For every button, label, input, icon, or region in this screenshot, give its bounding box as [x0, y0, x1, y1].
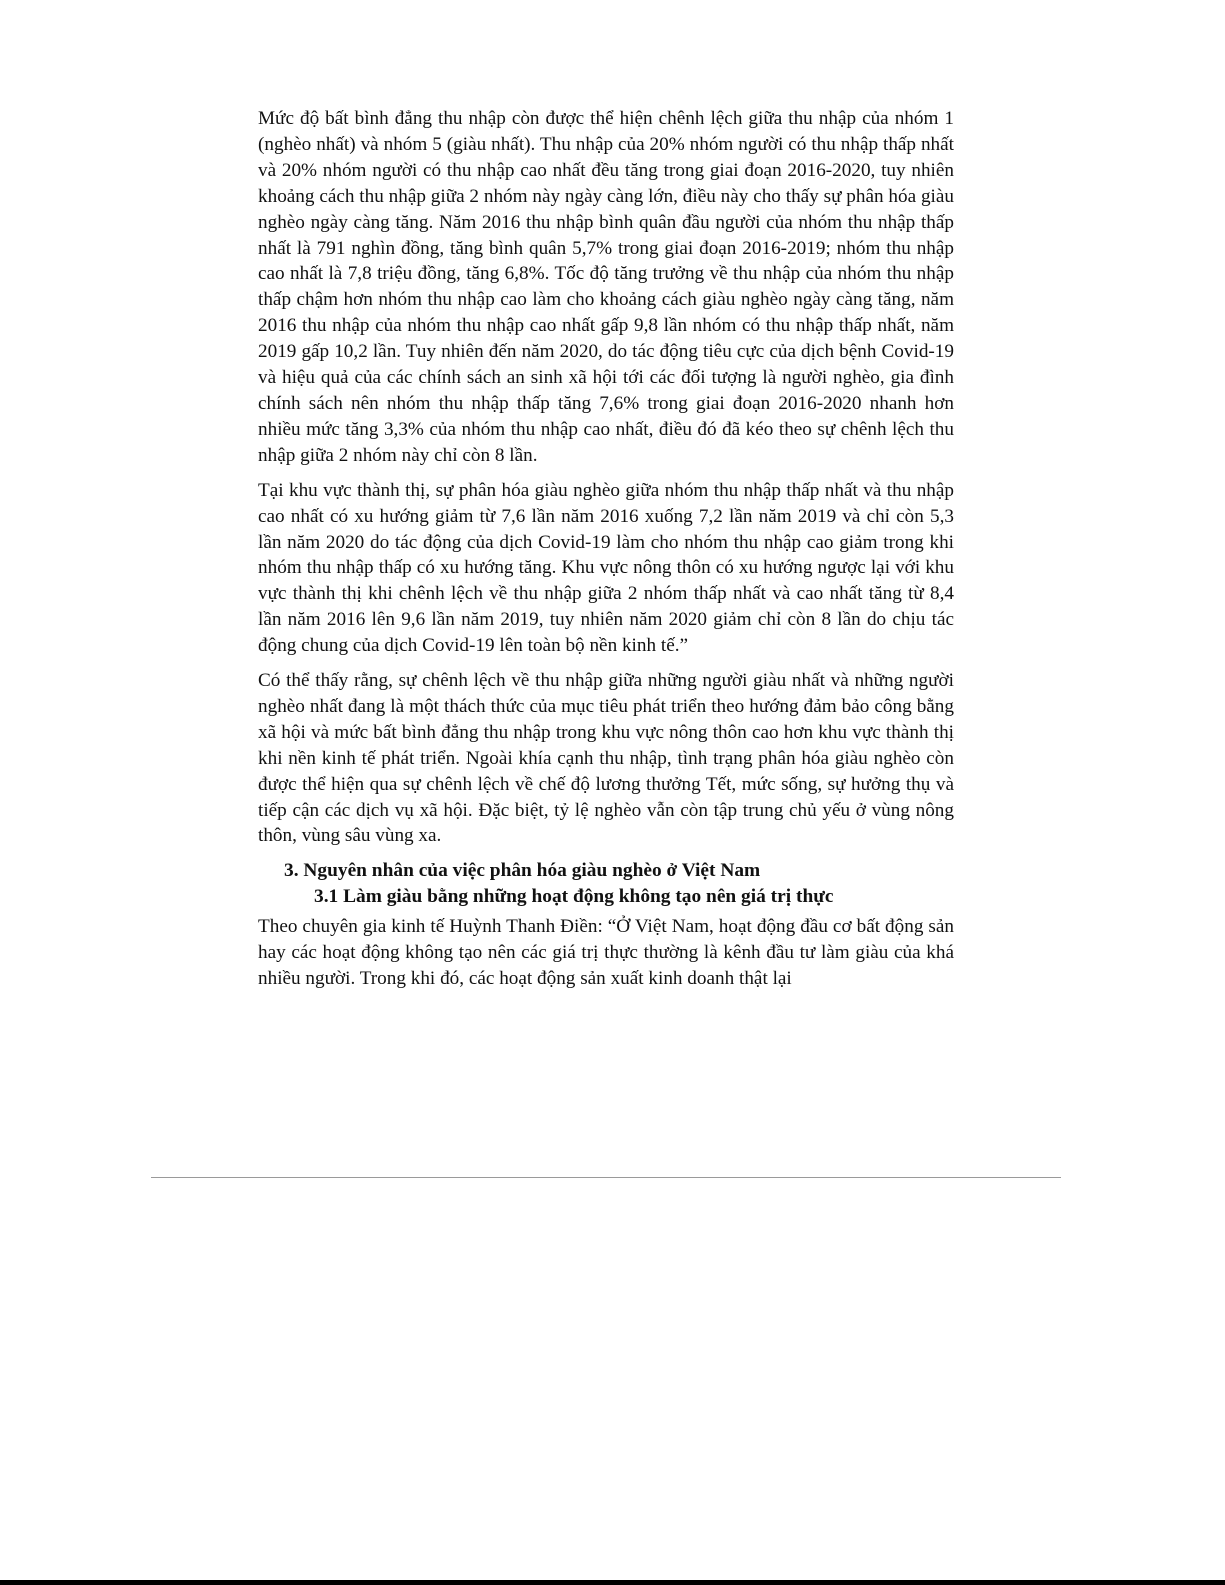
paragraph-challenge: Có thể thấy rằng, sự chênh lệch về thu nhập giữa những người giàu nhất và những người nghèo nhất đang là một thách thức của mục tiêu phát triển theo hướng đảm bảo công bằng xã hội và mức bất bình đẳng thu nhập trong khu vực nông thôn cao hơn khu vực thành thị khi nền kinh tế phát triển. Ngoài khía cạnh thu nhập, tình trạng phân hóa giàu nghèo còn được thể hiện qua sự chênh lệch về chế độ lương thưởng Tết, mức sống, sự hưởng thụ và tiếp cận các dịch vụ xã hội. Đặc biệt, tỷ lệ nghèo vẫn còn tập trung chủ yếu ở vùng nông thôn, vùng sâu vùng xa.	[258, 670, 954, 847]
paragraph-expert-quote: Theo chuyên gia kinh tế Huỳnh Thanh Điền: “Ở Việt Nam, hoạt động đầu cơ bất động sản hay các hoạt động không tạo nên các giá trị thực thường là kênh đầu tư làm giàu của khá nhiều người. Trong khi đó, các hoạt động sản xuất kinh doanh thật lại	[258, 916, 954, 990]
page-break-rule	[151, 1177, 1061, 1178]
paragraph-income-gap: Mức độ bất bình đẳng thu nhập còn được thể hiện chênh lệch giữa thu nhập của nhóm 1 (nghèo nhất) và nhóm 5 (giàu nhất). Thu nhập của 20% nhóm người có thu nhập thấp nhất và 20% nhóm người có thu nhập cao nhất đều tăng trong giai đoạn 2016-2020, tuy nhiên khoảng cách thu nhập giữa 2 nhóm này ngày càng lớn, điều này cho thấy sự phân hóa giàu nghèo ngày càng tăng. Năm 2016 thu nhập bình quân đầu người của nhóm thu nhập thấp nhất là 791 nghìn đồng, tăng bình quân 5,7% trong giai đoạn 2016-2019; nhóm thu nhập cao nhất là 7,8 triệu đồng, tăng 6,8%. Tốc độ tăng trưởng về thu nhập của nhóm thu nhập thấp chậm hơn nhóm thu nhập cao làm cho khoảng cách giàu nghèo ngày càng tăng, năm 2016 thu nhập của nhóm thu nhập cao nhất gấp 9,8 lần nhóm có thu nhập thấp nhất, năm 2019 gấp 10,2 lần. Tuy nhiên đến năm 2020, do tác động tiêu cực của dịch bệnh Covid-19 và hiệu quả của các chính sách an sinh xã hội tới các đối tượng là người nghèo, gia đình chính sách nên nhóm thu nhập thấp tăng 7,6% trong giai đoạn 2016-2020 nhanh hơn nhiều mức tăng 3,3% của nhóm thu nhập cao nhất, điều đó đã kéo theo sự chênh lệch thu nhập giữa 2 nhóm này chỉ còn 8 lần.	[258, 108, 954, 466]
document-page-content	[258, 106, 954, 1001]
section-heading: 3. Nguyên nhân của việc phân hóa giàu nghèo ở Việt Nam	[284, 860, 761, 882]
bottom-edge-bar	[0, 1580, 1225, 1585]
subsection-heading: 3.1 Làm giàu bằng những hoạt động không tạo nên giá trị thực	[314, 886, 834, 908]
paragraph-urban-rural: Tại khu vực thành thị, sự phân hóa giàu nghèo giữa nhóm thu nhập thấp nhất và thu nhập cao nhất có xu hướng giảm từ 7,6 lần năm 2016 xuống 7,2 lần năm 2019 và chỉ còn 5,3 lần năm 2020 do tác động của dịch Covid-19 làm cho nhóm thu nhập cao giảm trong khi nhóm thu nhập thấp có xu hướng tăng. Khu vực nông thôn có xu hướng ngược lại với khu vực thành thị khi chênh lệch về thu nhập giữa 2 nhóm thấp nhất và cao nhất tăng từ 8,4 lần năm 2016 lên 9,6 lần năm 2019, tuy nhiên năm 2020 giảm chỉ còn 8 lần do chịu tác động chung của dịch Covid-19 lên toàn bộ nền kinh tế.”	[258, 479, 954, 657]
